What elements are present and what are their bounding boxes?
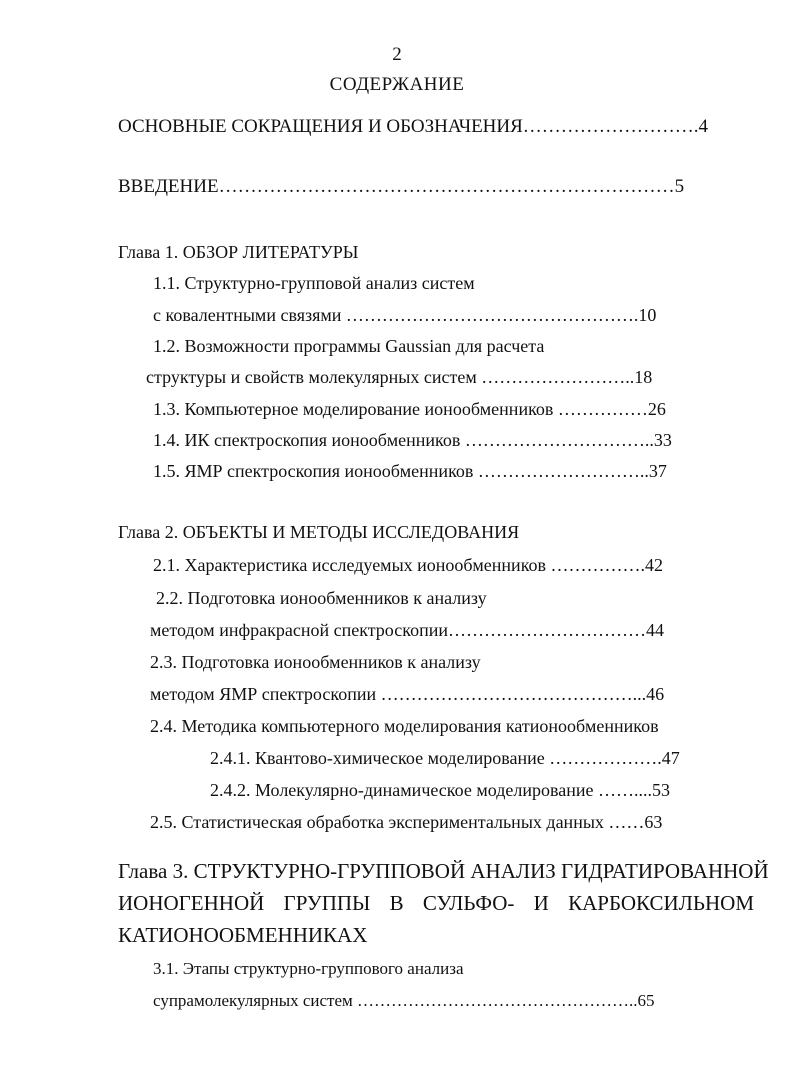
toc-chapter-3-line3: КАТИОНООБМЕННИКАХ [118, 923, 368, 947]
toc-title: СОДЕРЖАНИЕ [329, 74, 465, 95]
chapter3-word: ИОНОГЕННОЙ [118, 891, 265, 915]
toc-entry-2-3-cont: методом ЯМР спектроскопии ……………………………………...46 [150, 684, 665, 704]
toc-entry-1-4: 1.4. ИК спектроскопия ионообменников …………………………..33 [153, 430, 672, 450]
toc-entry-2-4-1: 2.4.1. Квантово-химическое моделирование ……………….47 [210, 748, 680, 768]
toc-chapter-2: Глава 2. ОБЪЕКТЫ И МЕТОДЫ ИССЛЕДОВАНИЯ [118, 522, 520, 542]
chapter3-word: КАРБОКСИЛЬНОМ [568, 891, 754, 915]
toc-entry-abbreviations: ОСНОВНЫЕ СОКРАЩЕНИЯ И ОБОЗНАЧЕНИЯ……………………….4 [118, 116, 709, 137]
toc-entry-2-4: 2.4. Методика компьютерного моделирования катионообменников [150, 716, 659, 736]
chapter3-word: ГРУППЫ [283, 891, 371, 915]
chapter3-word: И [533, 891, 549, 915]
toc-entry-1-3: 1.3. Компьютерное моделирование ионообменников ……………26 [153, 399, 666, 419]
toc-entry-1-5: 1.5. ЯМР спектроскопия ионообменников ………………………..37 [153, 461, 667, 481]
toc-entry-1-1: 1.1. Структурно-групповой анализ систем [153, 273, 475, 293]
toc-entry-2-2: 2.2. Подготовка ионообменников к анализу [156, 588, 487, 608]
toc-entry-2-5: 2.5. Статистическая обработка экспериментальных данных ……63 [150, 812, 663, 832]
toc-chapter-3-line2 [118, 890, 754, 916]
toc-entry-1-2-cont: структуры и свойств молекулярных систем ……………………..18 [146, 367, 653, 387]
toc-entry-introduction: ВВЕДЕНИЕ………………………………………………………………5 [118, 176, 685, 197]
toc-chapter-3-line1: Глава 3. СТРУКТУРНО-ГРУППОВОЙ АНАЛИЗ ГИДРАТИРОВАННОЙ [118, 859, 769, 883]
toc-entry-2-4-2: 2.4.2. Молекулярно-динамическое моделирование ……....53 [210, 780, 670, 800]
chapter3-word: В [389, 891, 404, 915]
toc-entry-2-1: 2.1. Характеристика исследуемых ионообменников …………….42 [153, 555, 664, 575]
toc-entry-3-1: 3.1. Этапы структурно-группового анализа [153, 959, 464, 978]
toc-entry-1-2: 1.2. Возможности программы Gaussian для расчета [153, 336, 545, 356]
toc-entry-2-3: 2.3. Подготовка ионообменников к анализу [150, 652, 481, 672]
toc-entry-3-1-cont: супрамолекулярных систем …………………………………………..65 [153, 991, 655, 1010]
toc-entry-2-2-cont: методом инфракрасной спектроскопии……………………………44 [150, 620, 664, 640]
toc-entry-1-1-cont: с ковалентными связями ………………………………………….10 [153, 305, 657, 325]
toc-chapter-1: Глава 1. ОБЗОР ЛИТЕРАТУРЫ [118, 242, 359, 262]
page-number: 2 [392, 44, 402, 65]
chapter3-word: СУЛЬФО- [422, 891, 515, 915]
